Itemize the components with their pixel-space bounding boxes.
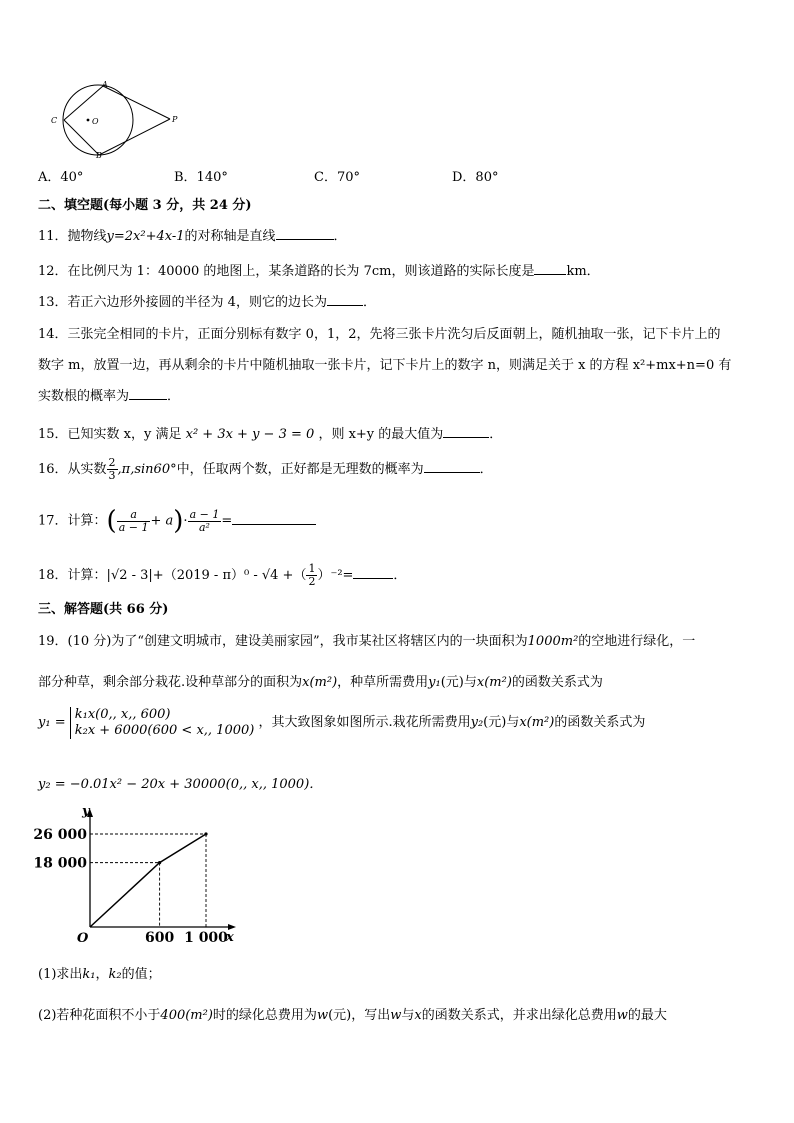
- q15-end: ．: [489, 427, 503, 442]
- q17-blank: [232, 512, 316, 525]
- sub1-k1: k₁: [82, 967, 96, 982]
- q19-y2: y₂: [470, 715, 484, 730]
- option-d: D．80°: [452, 170, 499, 185]
- sub2-f: 的最大: [627, 1008, 667, 1023]
- tangent-pb: [99, 119, 170, 155]
- q19-line2b: ，种草所需费用: [337, 675, 429, 690]
- q17-paren-close: ): [173, 506, 184, 536]
- q19-y1-eq: y₁ =: [38, 715, 66, 730]
- x-axis-label: x: [226, 930, 234, 945]
- q11-prefix: 11．抛物线: [38, 229, 107, 244]
- circle-tangent-figure: [40, 78, 185, 160]
- series-line: [90, 834, 206, 927]
- q17-plus: + a: [150, 513, 174, 529]
- sub2-w: w: [316, 1008, 329, 1023]
- q18-sqrt4: √4: [261, 568, 279, 583]
- section-2-title: 二、填空题(每小题 3 分，共 24 分): [38, 198, 252, 213]
- q16-rest: ,π,sin60°: [117, 462, 177, 477]
- q18-prefix: 18．计算：|: [38, 568, 111, 583]
- x-tick-label-1: 1 000: [184, 930, 228, 946]
- label-c: C: [51, 116, 58, 125]
- option-a: A．40°: [38, 170, 84, 185]
- q14-line3-text: 实数根的概率为: [38, 389, 130, 404]
- question-19-sub1: [38, 963, 161, 982]
- q18-sqrt2: √2: [110, 568, 128, 583]
- sub2-w2: w: [390, 1008, 402, 1023]
- sub1-sep: ，: [95, 967, 109, 982]
- q19-line1a: 19．(10 分)为了“创建文明城市，建设美丽家园”，我市某社区将辖区内的一块面积为: [38, 634, 528, 649]
- q18-end: ．: [393, 568, 407, 583]
- sub2-x: x: [414, 1008, 422, 1023]
- q19-line2d: 的函数关系式为: [511, 675, 603, 690]
- q11-equation: y=2x²+4x-1: [106, 229, 185, 244]
- q16-blank: [424, 460, 480, 473]
- q18-plus: +（: [278, 568, 307, 583]
- q16-end: ．: [479, 462, 493, 477]
- q16-fraction: $\frac{2}{3}$: [108, 456, 116, 482]
- q16-prefix: 16．从实数: [38, 462, 107, 477]
- label-b: B: [96, 151, 102, 160]
- tangent-pa: [103, 86, 170, 119]
- q19-xm-3: x(m²): [519, 715, 555, 730]
- sub2-b: 时的绿化总费用为: [212, 1008, 317, 1023]
- y-tick-label-0: 26 000: [33, 827, 87, 843]
- question-19-y2-equation: y₂ = −0.01x² − 20x + 30000(0,, x,, 1000)．: [38, 777, 323, 792]
- sub1-text: (1)求出: [38, 967, 83, 982]
- q12-text: 12．在比例尺为 1：40000 的地图上，某条道路的长为 7cm，则该道路的实际长度是: [38, 264, 535, 279]
- q19-line2a: 部分种草，剩余部分栽花.设种草部分的面积为: [38, 675, 303, 690]
- sub1-k2: k₂: [108, 967, 122, 982]
- q18-blank: [353, 566, 393, 579]
- q19-y1: y₁: [428, 675, 441, 690]
- label-p: P: [172, 115, 178, 124]
- q19-xm: x(m²): [302, 675, 338, 690]
- q18-tail: ）⁻²=: [317, 568, 354, 583]
- q11-end: ．: [333, 229, 347, 244]
- question-13: [38, 291, 376, 310]
- q19-line1b: 的空地进行绿化，一: [578, 634, 696, 649]
- q17-paren-open: (: [106, 506, 117, 536]
- sub2-c: (元)，写出: [328, 1008, 391, 1023]
- q13-text: 13．若正六边形外接圆的半径为 4，则它的边长为: [38, 295, 327, 310]
- q14-blank: [129, 387, 167, 400]
- center-point: [87, 119, 90, 122]
- y-tick-label-1: 18 000: [33, 855, 87, 872]
- q14-end: ．: [167, 389, 181, 404]
- origin-label: O: [77, 931, 89, 946]
- q17-prefix: 17．计算：: [38, 513, 107, 529]
- y-axis-label: y: [82, 805, 90, 819]
- question-11: [38, 225, 347, 244]
- data-point-1: [158, 861, 161, 864]
- question-15: [38, 423, 502, 442]
- q17-equals: =: [221, 513, 233, 529]
- question-14-line3: [38, 385, 180, 404]
- question-16: [38, 452, 493, 488]
- label-o: O: [92, 117, 99, 126]
- q19-area: 1000m²: [527, 634, 579, 649]
- q19-line3b: ，其大致图象如图所示.栽花所需费用: [258, 715, 471, 730]
- question-17: 17．计算：( $\frac{a}{a - 1}$ + a)· $\frac{a - 1}{\text{a²}}$ =: [38, 501, 316, 542]
- sub2-d: 与: [401, 1008, 415, 1023]
- question-18: [38, 558, 406, 594]
- x-tick-label-0: 600: [144, 930, 175, 946]
- sub2-e: 的函数关系式，并求出绿化总费用: [421, 1008, 617, 1023]
- cost-graph: [30, 805, 250, 948]
- q12-end: km．: [566, 264, 600, 279]
- chord-ca: [64, 86, 103, 120]
- q15-equation: x² + 3x + y − 3 = 0: [185, 427, 315, 442]
- sub2-value: 400(m²): [160, 1008, 213, 1023]
- sub2-a: (2)若种花面积不小于: [38, 1008, 161, 1023]
- question-19-line3: [38, 707, 645, 739]
- q19-line2c: (元)与: [440, 675, 477, 690]
- q19-line3d: 的函数关系式为: [554, 715, 646, 730]
- q19-xm-2: x(m²): [476, 675, 512, 690]
- q19-case1: k₁x(0,, x,, 600): [74, 707, 171, 722]
- q17-fraction-1: $\frac{a}{a - 1}$: [118, 507, 149, 534]
- q13-end: ．: [362, 295, 376, 310]
- section-3-title: 三、解答题(共 66 分): [38, 602, 169, 617]
- q18-fraction: $\frac{1}{2}$: [308, 562, 316, 588]
- q18-mid: - 3|+（2019 - π）⁰ -: [127, 568, 262, 583]
- q19-piecewise: [70, 707, 255, 739]
- question-19-line2: [38, 671, 603, 690]
- sub1-end: 的值；: [121, 967, 161, 982]
- q15-prefix: 15．已知实数 x，y 满足: [38, 427, 182, 442]
- question-12: [38, 260, 600, 279]
- q19-case2: k₂x + 6000(600 < x,, 1000): [74, 723, 255, 738]
- question-14-line1: 14．三张完全相同的卡片，正面分别标有数字 0，1，2，先将三张卡片洗匀后反面朝上，随机抽取一张，记下卡片上的: [38, 327, 721, 342]
- question-19-sub2: [38, 1004, 667, 1023]
- q11-suffix: 的对称轴是直线: [184, 229, 276, 244]
- q16-suffix: 中，任取两个数，正好都是无理数的概率为: [176, 462, 424, 477]
- q19-line3c: (元)与: [483, 715, 520, 730]
- q17-fraction-2: $\frac{a - 1}{\text{a²}}$: [189, 507, 220, 534]
- q11-blank: [276, 227, 334, 240]
- data-point-2: [204, 832, 207, 835]
- option-b: B．140°: [174, 170, 228, 185]
- q12-blank: [534, 262, 566, 275]
- question-14-line2: 数字 m，放置一边，再从剩余的卡片中随机抽取一张卡片，记下卡片上的数字 n，则满足关于 x 的方程 x²+mx+n=0 有: [38, 358, 732, 373]
- option-c: C．70°: [314, 170, 360, 185]
- q15-suffix: ，则 x+y 的最大值为: [318, 427, 444, 442]
- question-19-line1: [38, 630, 695, 649]
- q13-blank: [327, 293, 363, 306]
- sub2-w3: w: [616, 1008, 628, 1023]
- q15-blank: [443, 425, 489, 438]
- label-a: A: [102, 80, 108, 89]
